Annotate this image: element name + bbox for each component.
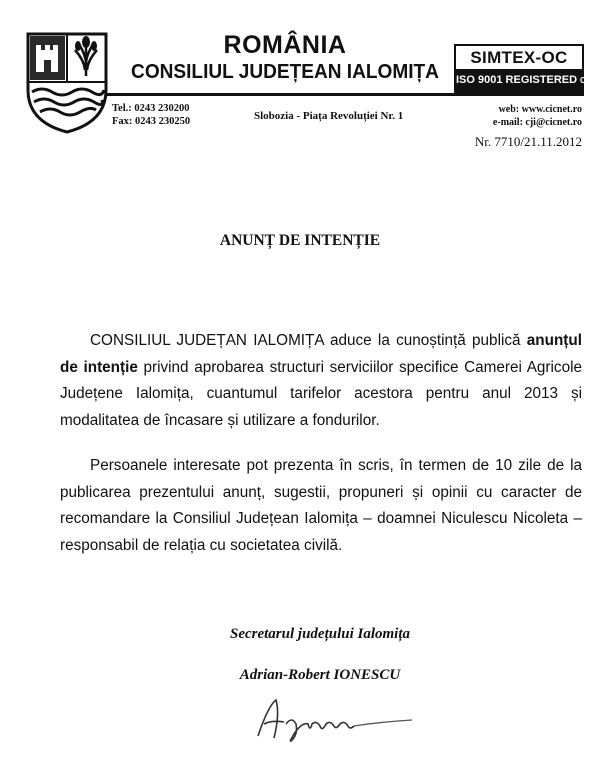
contact-online-block bbox=[462, 104, 582, 129]
header-country: ROMÂNIA bbox=[223, 31, 347, 59]
contact-tel: Tel.: 0243 230200 bbox=[112, 103, 190, 114]
document-reference-number: Nr. 7710/21.11.2012 bbox=[474, 134, 582, 149]
paragraph-emphasis: anunțul de intenție bbox=[60, 332, 582, 376]
paragraph-rest: privind aprobarea structuri serviciilor specifice Camerei Agricole Județene Ialomița, cuantumul tarifelor acestora pentru anul 2013 și modalitatea de încasare și utilizare a fondurilor. bbox=[60, 358, 582, 429]
signatory-name: Adrian-Robert IONESCU bbox=[239, 667, 401, 683]
certification-code: C.3449.1 bbox=[580, 76, 613, 85]
header-council-name: CONSILIUL JUDEȚEAN IALOMIȚA bbox=[131, 60, 439, 83]
county-coat-of-arms-icon bbox=[24, 30, 110, 134]
contact-address: Slobozia - Piața Revoluției Nr. 1 bbox=[254, 110, 404, 122]
contact-email: e-mail: cji@cicnet.ro bbox=[492, 116, 582, 128]
contact-web: web: www.cicnet.ro bbox=[498, 104, 582, 115]
certification-badge bbox=[454, 44, 613, 94]
contact-phone-block bbox=[112, 103, 190, 128]
paragraph-submissions-text: Persoanele interesate pot prezenta în scris, în termen de 10 zile de la publicarea prezentului anunț, sugestii, propuneri și opinii cu caracter de recomandare la Consiliul Județean Ialomița – doamnei Niculescu Nicoleta – responsabil de relația cu societatea civilă. bbox=[60, 457, 582, 554]
contact-fax: Fax: 0243 230250 bbox=[112, 115, 191, 127]
paragraph-lead: CONSILIUL JUDEȚAN IALOMIȚA aduce la cunoștință publică bbox=[90, 332, 527, 349]
document-title: ANUNȚ DE INTENȚIE bbox=[219, 232, 381, 249]
certification-bottom bbox=[456, 69, 613, 92]
paragraph-announcement bbox=[60, 328, 582, 434]
certification-top: SIMTEX-OC bbox=[470, 48, 568, 67]
signatory-role: Secretarul județului Ialomița bbox=[229, 626, 411, 642]
certification-label: ISO 9001 REGISTERED bbox=[456, 74, 578, 86]
handwritten-signature-icon bbox=[250, 694, 420, 750]
paragraph-submissions bbox=[60, 453, 582, 559]
header-divider bbox=[106, 93, 584, 96]
